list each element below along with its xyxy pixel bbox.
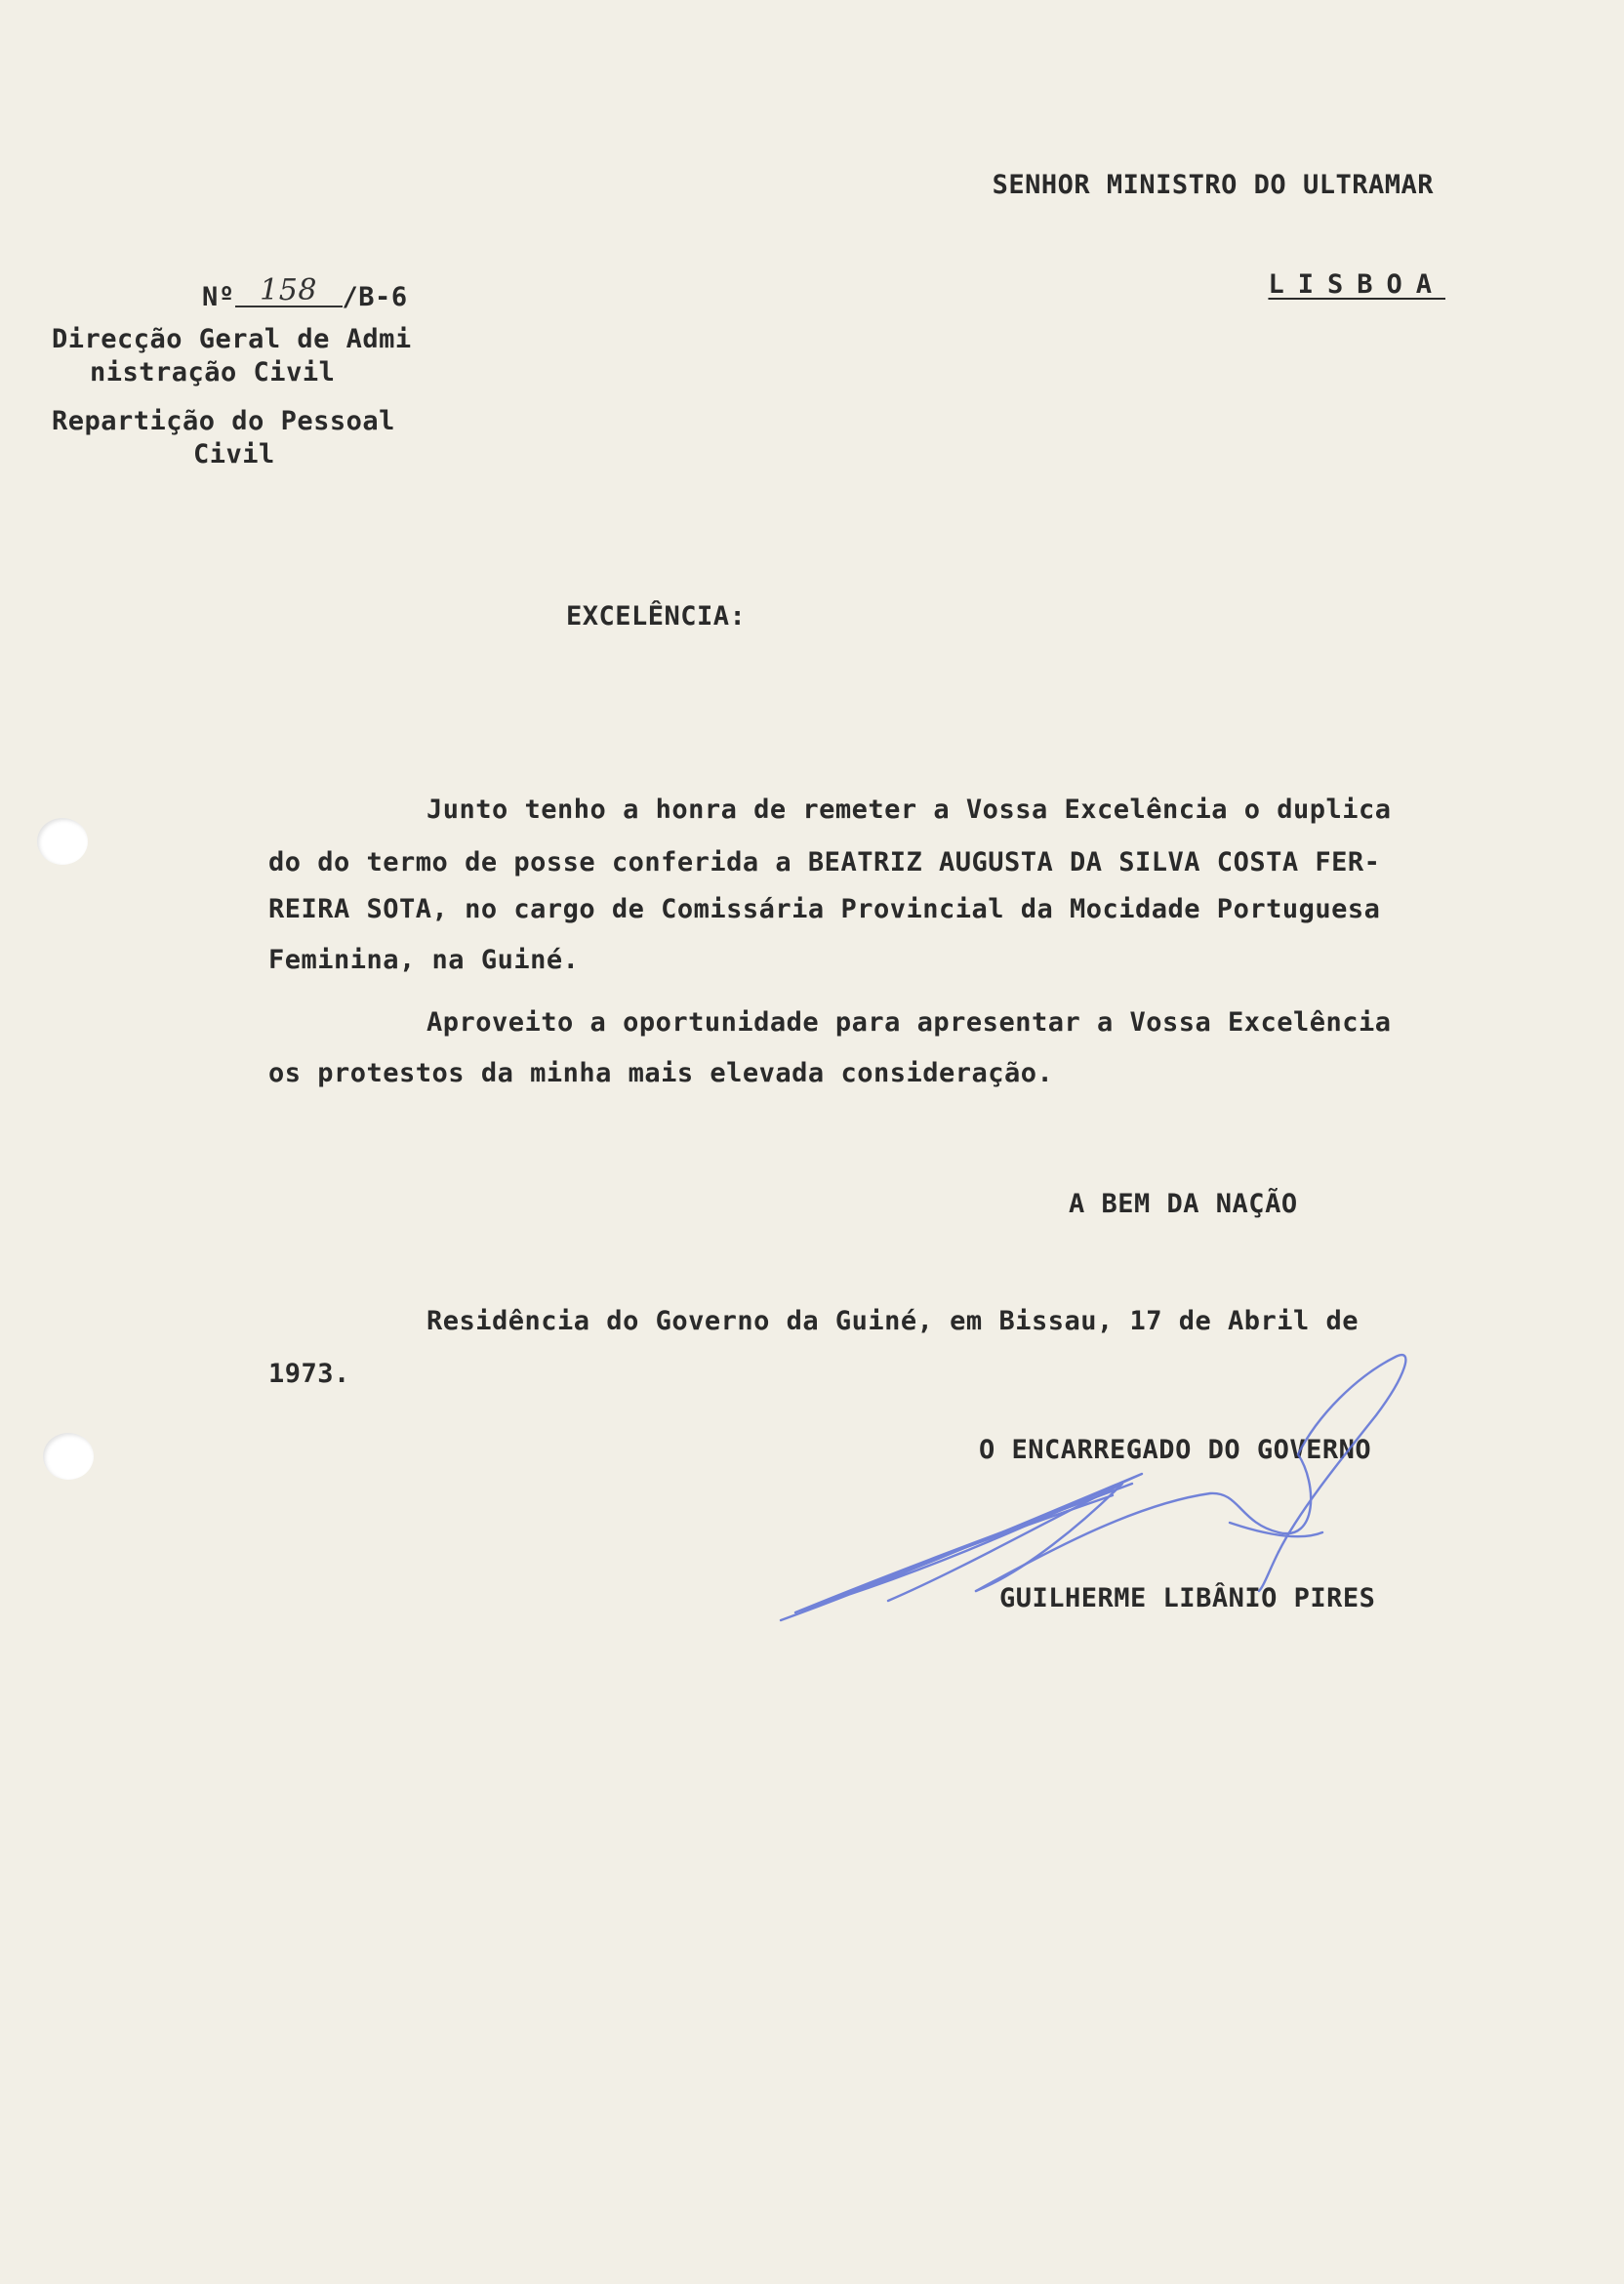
signatory-role: O ENCARREGADO DO GOVERNO: [979, 1435, 1372, 1465]
handwritten-signature: [771, 1337, 1435, 1650]
department-line-3: Repartição do Pessoal: [52, 406, 395, 436]
addressee-title: SENHOR MINISTRO DO ULTRAMAR: [992, 170, 1434, 200]
body-p1-line-4: Feminina, na Guiné.: [268, 945, 580, 975]
closing-formula: A BEM DA NAÇÃO: [1069, 1189, 1298, 1219]
body-p1-line-3: REIRA SOTA, no cargo de Comissária Provincial da Mocidade Portuguesa: [268, 894, 1381, 924]
salutation: EXCELÊNCIA:: [566, 601, 747, 632]
signatory-name: GUILHERME LIBÂNIO PIRES: [999, 1583, 1376, 1613]
body-p1-line-2: do do termo de posse conferida a BEATRIZ AUGUSTA DA SILVA COSTA FER-: [268, 847, 1381, 877]
addressee-city: LISBOA: [1268, 269, 1445, 300]
body-p1-line-1: Junto tenho a honra de remeter a Vossa Excelência o duplica: [426, 795, 1392, 825]
punch-hole-bottom: [43, 1433, 94, 1480]
punch-hole-top: [37, 818, 88, 865]
department-line-1: Direcção Geral de Admi: [52, 324, 412, 354]
reference-number-field: [235, 273, 343, 307]
body-p2-line-1: Aproveito a oportunidade para apresentar a Vossa Excelência: [426, 1007, 1392, 1038]
reference-prefix: Nº: [202, 282, 235, 312]
body-p2-line-2: os protestos da minha mais elevada consideração.: [268, 1058, 1054, 1088]
reference-number-handwritten: 158: [260, 273, 317, 307]
place-date-line-2: 1973.: [268, 1359, 350, 1389]
department-line-4: Civil: [193, 439, 275, 469]
department-line-2: nistração Civil: [90, 357, 336, 387]
reference-suffix: /B-6: [342, 282, 408, 312]
place-date-line-1: Residência do Governo da Guiné, em Bissau, 17 de Abril de: [426, 1306, 1360, 1336]
